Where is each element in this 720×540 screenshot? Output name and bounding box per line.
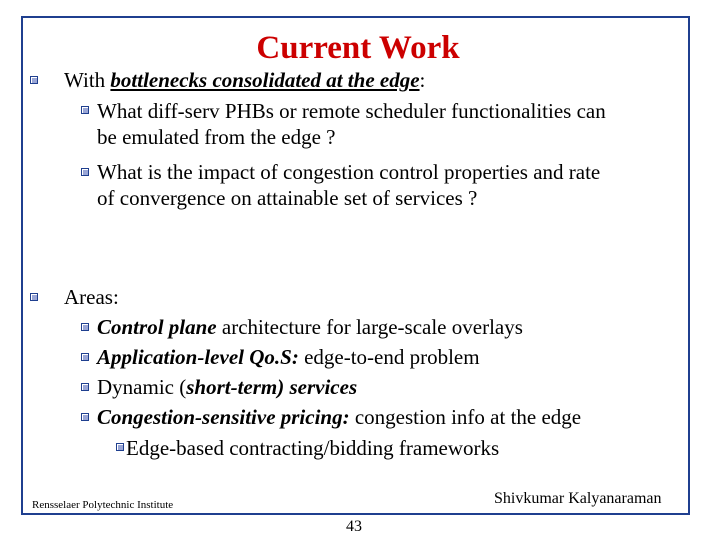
area-item-2-emphasis: Application-level Qo.S: xyxy=(97,345,299,369)
area-item-3-prefix: Dynamic ( xyxy=(97,375,187,399)
sub-bullet-icon xyxy=(81,168,89,176)
page-number: 43 xyxy=(346,518,362,535)
footer-institution: Rensselaer Polytechnic Institute xyxy=(32,499,174,511)
area-item-3 xyxy=(97,375,357,399)
area-item-5: Edge-based contracting/bidding frameworks xyxy=(126,436,500,460)
footer-author: Shivkumar Kalyanaraman xyxy=(494,490,662,507)
sub-bullet-icon xyxy=(81,383,89,391)
bullet-1-suffix: : xyxy=(419,68,426,92)
area-item-3-emphasis: short-term) services xyxy=(186,375,358,399)
area-item-4-rest: congestion info at the edge xyxy=(349,405,582,429)
bullet-icon xyxy=(30,293,38,301)
area-item-1-rest: architecture for large-scale overlays xyxy=(216,315,523,339)
area-item-4-emphasis: Congestion-sensitive pricing: xyxy=(97,405,350,429)
sub-bullet-1-line-2: be emulated from the edge ? xyxy=(97,125,336,149)
sub-bullet-icon xyxy=(81,413,89,421)
bullet-1-emphasis: bottlenecks consolidated at the edge xyxy=(110,68,420,92)
sub-bullet-2-line-2: of convergence on attainable set of services ? xyxy=(97,186,478,210)
page-separator xyxy=(313,513,368,514)
area-item-2 xyxy=(97,345,480,369)
sub-bullet-icon xyxy=(81,323,89,331)
area-item-1 xyxy=(97,315,523,339)
area-item-1-emphasis: Control plane xyxy=(97,315,217,339)
bullet-1-prefix: With xyxy=(64,68,111,92)
area-item-4 xyxy=(97,405,581,429)
bullet-icon xyxy=(30,76,38,84)
bullet-1-text xyxy=(64,68,425,92)
slide-title: Current Work xyxy=(256,30,460,66)
area-item-2-rest: edge-to-end problem xyxy=(298,345,480,369)
sub-bullet-2-line-1: What is the impact of congestion control properties and rate xyxy=(97,160,601,184)
sub-bullet-icon xyxy=(81,353,89,361)
sub-bullet-1-line-1: What diff-serv PHBs or remote scheduler functionalities can xyxy=(97,99,606,123)
sub-bullet-icon xyxy=(81,106,89,114)
bullet-2-label: Areas: xyxy=(64,285,119,309)
sub-sub-bullet-icon xyxy=(116,443,124,451)
